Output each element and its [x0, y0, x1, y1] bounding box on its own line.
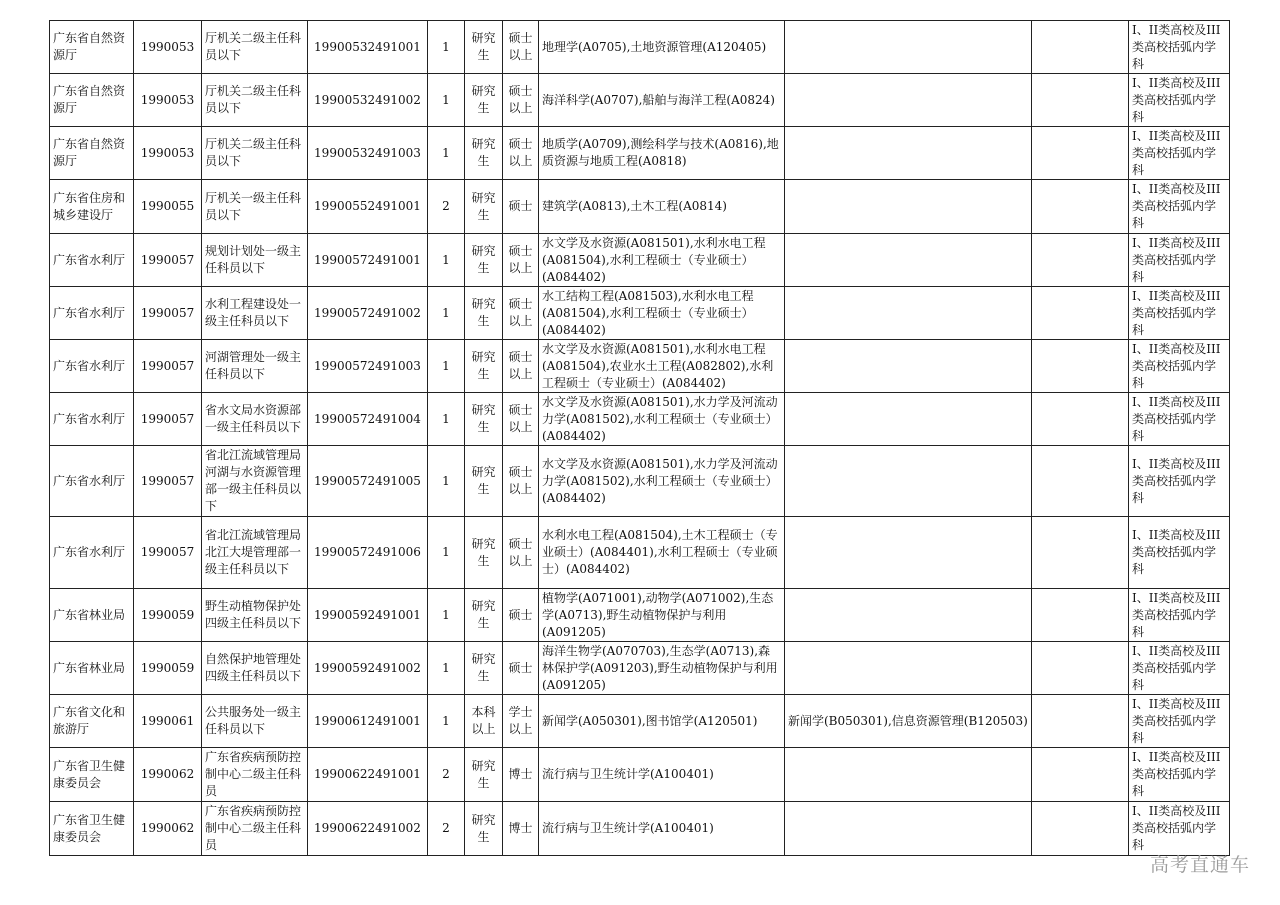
dept-code-cell: 1990062 — [134, 802, 202, 856]
education-cell: 研究生 — [465, 340, 503, 393]
degree-cell: 硕士以上 — [503, 340, 539, 393]
major-graduate-cell: 水文学及水资源(A081501),水利水电工程(A081504),水利工程硕士（专业硕士）(A084402) — [539, 234, 785, 287]
remark-cell: I、II类高校及III类高校括弧内学科 — [1129, 234, 1230, 287]
dept-cell: 广东省水利厅 — [50, 340, 134, 393]
position-code-cell: 19900572491005 — [308, 446, 428, 517]
remark-cell: I、II类高校及III类高校括弧内学科 — [1129, 180, 1230, 234]
remark-cell: I、II类高校及III类高校括弧内学科 — [1129, 287, 1230, 340]
position-cell: 广东省疾病预防控制中心二级主任科员 — [202, 802, 308, 856]
table-row — [50, 340, 1230, 393]
dept-cell: 广东省文化和旅游厅 — [50, 695, 134, 748]
major-graduate-cell: 海洋科学(A0707),船舶与海洋工程(A0824) — [539, 74, 785, 127]
major-college-cell — [1032, 21, 1129, 74]
remark-cell: I、II类高校及III类高校括弧内学科 — [1129, 589, 1230, 642]
position-cell: 野生动植物保护处四级主任科员以下 — [202, 589, 308, 642]
degree-cell: 硕士以上 — [503, 234, 539, 287]
major-undergrad-cell — [785, 446, 1032, 517]
degree-cell: 硕士以上 — [503, 393, 539, 446]
table-row — [50, 74, 1230, 127]
major-college-cell — [1032, 234, 1129, 287]
dept-code-cell: 1990053 — [134, 127, 202, 180]
dept-code-cell: 1990057 — [134, 234, 202, 287]
major-college-cell — [1032, 74, 1129, 127]
education-cell: 研究生 — [465, 517, 503, 589]
count-cell: 1 — [428, 340, 465, 393]
position-code-cell: 19900532491002 — [308, 74, 428, 127]
major-graduate-cell: 水利水电工程(A081504),土木工程硕士（专业硕士）(A084401),水利工程硕士（专业硕士）(A084402) — [539, 517, 785, 589]
major-undergrad-cell — [785, 393, 1032, 446]
table-row — [50, 446, 1230, 517]
major-undergrad-cell — [785, 642, 1032, 695]
count-cell: 1 — [428, 642, 465, 695]
position-code-cell: 19900532491003 — [308, 127, 428, 180]
degree-cell: 硕士 — [503, 642, 539, 695]
degree-cell: 博士 — [503, 802, 539, 856]
position-cell: 水利工程建设处一级主任科员以下 — [202, 287, 308, 340]
table-row — [50, 642, 1230, 695]
dept-code-cell: 1990055 — [134, 180, 202, 234]
remark-cell: I、II类高校及III类高校括弧内学科 — [1129, 642, 1230, 695]
table-row — [50, 393, 1230, 446]
table-row — [50, 695, 1230, 748]
remark-cell: I、II类高校及III类高校括弧内学科 — [1129, 340, 1230, 393]
dept-code-cell: 1990057 — [134, 393, 202, 446]
remark-cell: I、II类高校及III类高校括弧内学科 — [1129, 695, 1230, 748]
degree-cell: 硕士 — [503, 589, 539, 642]
table-row — [50, 21, 1230, 74]
dept-cell: 广东省水利厅 — [50, 287, 134, 340]
position-cell: 省北江流域管理局河湖与水资源管理部一级主任科员以下 — [202, 446, 308, 517]
dept-code-cell: 1990053 — [134, 21, 202, 74]
dept-code-cell: 1990053 — [134, 74, 202, 127]
education-cell: 研究生 — [465, 393, 503, 446]
major-college-cell — [1032, 695, 1129, 748]
position-code-cell: 19900572491002 — [308, 287, 428, 340]
dept-cell: 广东省自然资源厅 — [50, 74, 134, 127]
remark-cell: I、II类高校及III类高校括弧内学科 — [1129, 127, 1230, 180]
major-graduate-cell: 流行病与卫生统计学(A100401) — [539, 748, 785, 802]
major-college-cell — [1032, 517, 1129, 589]
count-cell: 1 — [428, 127, 465, 180]
table-row — [50, 127, 1230, 180]
dept-code-cell: 1990061 — [134, 695, 202, 748]
major-college-cell — [1032, 393, 1129, 446]
position-cell: 省北江流域管理局北江大堤管理部一级主任科员以下 — [202, 517, 308, 589]
dept-code-cell: 1990057 — [134, 340, 202, 393]
position-code-cell: 19900572491006 — [308, 517, 428, 589]
dept-cell: 广东省卫生健康委员会 — [50, 802, 134, 856]
major-graduate-cell: 水文学及水资源(A081501),水利水电工程(A081504),农业水土工程(A082802),水利工程硕士（专业硕士）(A084402) — [539, 340, 785, 393]
degree-cell: 硕士以上 — [503, 74, 539, 127]
table-row — [50, 180, 1230, 234]
major-undergrad-cell — [785, 589, 1032, 642]
education-cell: 研究生 — [465, 287, 503, 340]
degree-cell: 硕士以上 — [503, 446, 539, 517]
table-body — [50, 21, 1230, 856]
position-code-cell: 19900622491001 — [308, 748, 428, 802]
dept-code-cell: 1990057 — [134, 446, 202, 517]
dept-cell: 广东省自然资源厅 — [50, 127, 134, 180]
degree-cell: 硕士以上 — [503, 517, 539, 589]
education-cell: 研究生 — [465, 74, 503, 127]
count-cell: 1 — [428, 517, 465, 589]
education-cell: 研究生 — [465, 127, 503, 180]
count-cell: 1 — [428, 446, 465, 517]
education-cell: 研究生 — [465, 446, 503, 517]
education-cell: 研究生 — [465, 21, 503, 74]
count-cell: 2 — [428, 802, 465, 856]
count-cell: 1 — [428, 287, 465, 340]
major-college-cell — [1032, 446, 1129, 517]
education-cell: 研究生 — [465, 748, 503, 802]
major-undergrad-cell: 新闻学(B050301),信息资源管理(B120503) — [785, 695, 1032, 748]
position-cell: 厅机关二级主任科员以下 — [202, 21, 308, 74]
dept-cell: 广东省水利厅 — [50, 517, 134, 589]
major-graduate-cell: 地质学(A0709),测绘科学与技术(A0816),地质资源与地质工程(A0818) — [539, 127, 785, 180]
position-code-cell: 19900612491001 — [308, 695, 428, 748]
major-undergrad-cell — [785, 21, 1032, 74]
position-cell: 广东省疾病预防控制中心二级主任科员 — [202, 748, 308, 802]
dept-cell: 广东省水利厅 — [50, 234, 134, 287]
major-college-cell — [1032, 589, 1129, 642]
dept-cell: 广东省水利厅 — [50, 393, 134, 446]
watermark-text: 高考直通车 — [1149, 854, 1250, 876]
major-undergrad-cell — [785, 517, 1032, 589]
major-graduate-cell: 海洋生物学(A070703),生态学(A0713),森林保护学(A091203),野生动植物保护与利用(A091205) — [539, 642, 785, 695]
table-row — [50, 748, 1230, 802]
count-cell: 1 — [428, 695, 465, 748]
count-cell: 1 — [428, 21, 465, 74]
major-college-cell — [1032, 287, 1129, 340]
position-code-cell: 19900622491002 — [308, 802, 428, 856]
position-cell: 规划计划处一级主任科员以下 — [202, 234, 308, 287]
dept-cell: 广东省住房和城乡建设厅 — [50, 180, 134, 234]
table-row — [50, 517, 1230, 589]
major-undergrad-cell — [785, 74, 1032, 127]
remark-cell: I、II类高校及III类高校括弧内学科 — [1129, 748, 1230, 802]
count-cell: 1 — [428, 589, 465, 642]
position-cell: 厅机关二级主任科员以下 — [202, 127, 308, 180]
education-cell: 研究生 — [465, 642, 503, 695]
remark-cell: I、II类高校及III类高校括弧内学科 — [1129, 446, 1230, 517]
major-graduate-cell: 水文学及水资源(A081501),水力学及河流动力学(A081502),水利工程硕士（专业硕士）(A084402) — [539, 393, 785, 446]
table-row — [50, 802, 1230, 856]
remark-cell: I、II类高校及III类高校括弧内学科 — [1129, 393, 1230, 446]
major-undergrad-cell — [785, 127, 1032, 180]
table-row — [50, 234, 1230, 287]
recruitment-table — [49, 20, 1230, 856]
education-cell: 研究生 — [465, 180, 503, 234]
table-row — [50, 287, 1230, 340]
position-cell: 自然保护地管理处四级主任科员以下 — [202, 642, 308, 695]
dept-cell: 广东省水利厅 — [50, 446, 134, 517]
major-undergrad-cell — [785, 180, 1032, 234]
remark-cell: I、II类高校及III类高校括弧内学科 — [1129, 802, 1230, 856]
position-cell: 省水文局水资源部一级主任科员以下 — [202, 393, 308, 446]
degree-cell: 硕士以上 — [503, 127, 539, 180]
position-code-cell: 19900532491001 — [308, 21, 428, 74]
position-code-cell: 19900572491004 — [308, 393, 428, 446]
position-code-cell: 19900572491001 — [308, 234, 428, 287]
remark-cell: I、II类高校及III类高校括弧内学科 — [1129, 74, 1230, 127]
count-cell: 1 — [428, 393, 465, 446]
dept-code-cell: 1990062 — [134, 748, 202, 802]
major-graduate-cell: 建筑学(A0813),土木工程(A0814) — [539, 180, 785, 234]
major-graduate-cell: 水文学及水资源(A081501),水力学及河流动力学(A081502),水利工程硕士（专业硕士）(A084402) — [539, 446, 785, 517]
major-graduate-cell: 植物学(A071001),动物学(A071002),生态学(A0713),野生动植物保护与利用(A091205) — [539, 589, 785, 642]
position-code-cell: 19900592491001 — [308, 589, 428, 642]
position-code-cell: 19900572491003 — [308, 340, 428, 393]
major-graduate-cell: 地理学(A0705),土地资源管理(A120405) — [539, 21, 785, 74]
education-cell: 研究生 — [465, 234, 503, 287]
dept-code-cell: 1990057 — [134, 517, 202, 589]
position-cell: 厅机关二级主任科员以下 — [202, 74, 308, 127]
count-cell: 1 — [428, 74, 465, 127]
major-graduate-cell: 新闻学(A050301),图书馆学(A120501) — [539, 695, 785, 748]
major-graduate-cell: 水工结构工程(A081503),水利水电工程(A081504),水利工程硕士（专业硕士）(A084402) — [539, 287, 785, 340]
degree-cell: 学士以上 — [503, 695, 539, 748]
major-undergrad-cell — [785, 802, 1032, 856]
major-college-cell — [1032, 340, 1129, 393]
count-cell: 2 — [428, 748, 465, 802]
position-cell: 公共服务处一级主任科员以下 — [202, 695, 308, 748]
major-college-cell — [1032, 748, 1129, 802]
major-undergrad-cell — [785, 234, 1032, 287]
position-code-cell: 19900592491002 — [308, 642, 428, 695]
dept-cell: 广东省林业局 — [50, 589, 134, 642]
major-undergrad-cell — [785, 340, 1032, 393]
position-cell: 河湖管理处一级主任科员以下 — [202, 340, 308, 393]
position-code-cell: 19900552491001 — [308, 180, 428, 234]
major-college-cell — [1032, 180, 1129, 234]
count-cell: 1 — [428, 234, 465, 287]
dept-cell: 广东省林业局 — [50, 642, 134, 695]
degree-cell: 硕士 — [503, 180, 539, 234]
education-cell: 研究生 — [465, 802, 503, 856]
degree-cell: 博士 — [503, 748, 539, 802]
table-row — [50, 589, 1230, 642]
major-college-cell — [1032, 642, 1129, 695]
degree-cell: 硕士以上 — [503, 287, 539, 340]
remark-cell: I、II类高校及III类高校括弧内学科 — [1129, 21, 1230, 74]
position-cell: 厅机关一级主任科员以下 — [202, 180, 308, 234]
degree-cell: 硕士以上 — [503, 21, 539, 74]
education-cell: 研究生 — [465, 589, 503, 642]
dept-code-cell: 1990059 — [134, 642, 202, 695]
major-college-cell — [1032, 802, 1129, 856]
major-undergrad-cell — [785, 287, 1032, 340]
count-cell: 2 — [428, 180, 465, 234]
dept-code-cell: 1990059 — [134, 589, 202, 642]
education-cell: 本科以上 — [465, 695, 503, 748]
dept-cell: 广东省自然资源厅 — [50, 21, 134, 74]
dept-code-cell: 1990057 — [134, 287, 202, 340]
dept-cell: 广东省卫生健康委员会 — [50, 748, 134, 802]
major-undergrad-cell — [785, 748, 1032, 802]
major-graduate-cell: 流行病与卫生统计学(A100401) — [539, 802, 785, 856]
major-college-cell — [1032, 127, 1129, 180]
remark-cell: I、II类高校及III类高校括弧内学科 — [1129, 517, 1230, 589]
